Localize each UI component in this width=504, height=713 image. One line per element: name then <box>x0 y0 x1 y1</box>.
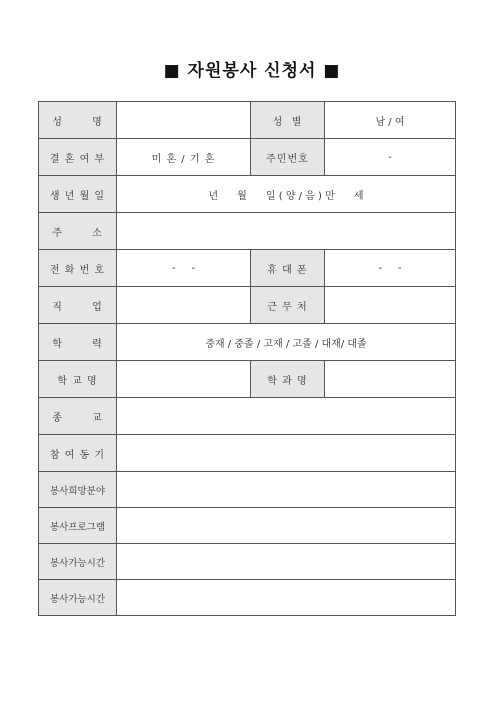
marital-label: 결 혼 여 부 <box>39 139 117 176</box>
application-form-table <box>38 101 456 616</box>
birth-label: 생 년 월 일 <box>39 176 117 213</box>
available-time-field-1[interactable] <box>117 544 456 580</box>
workplace-field[interactable] <box>325 287 456 324</box>
birth-field[interactable]: 년 월 일 ( 양 / 음 ) 만 세 <box>117 176 456 213</box>
phone-field[interactable]: - - <box>117 250 251 287</box>
department-label: 학 과 명 <box>251 361 325 398</box>
motive-label: 참 여 동 기 <box>39 435 117 472</box>
address-field[interactable] <box>117 213 456 250</box>
row-school <box>39 361 456 398</box>
available-time-label-1: 봉사가능시간 <box>39 544 117 580</box>
row-field <box>39 472 456 508</box>
phone-label: 전 화 번 호 <box>39 250 117 287</box>
volunteer-field-input[interactable] <box>117 472 456 508</box>
program-label: 봉사프로그램 <box>39 508 117 544</box>
name-field[interactable] <box>117 102 251 139</box>
row-time-1 <box>39 544 456 580</box>
row-phone <box>39 250 456 287</box>
row-religion <box>39 398 456 435</box>
row-time-2 <box>39 580 456 616</box>
id-number-label: 주민번호 <box>251 139 325 176</box>
religion-label: 종 교 <box>39 398 117 435</box>
marital-field[interactable]: 미 혼 / 기 혼 <box>117 139 251 176</box>
row-job <box>39 287 456 324</box>
row-program <box>39 508 456 544</box>
gender-label: 성 별 <box>251 102 325 139</box>
workplace-label: 근 무 처 <box>251 287 325 324</box>
gender-field[interactable]: 남 / 여 <box>325 102 456 139</box>
name-label: 성 명 <box>39 102 117 139</box>
education-label: 학 력 <box>39 324 117 361</box>
religion-field[interactable] <box>117 398 456 435</box>
program-field[interactable] <box>117 508 456 544</box>
school-label: 학 교 명 <box>39 361 117 398</box>
school-field[interactable] <box>117 361 251 398</box>
row-education <box>39 324 456 361</box>
page-title: ■ 자원봉사 신청서 ■ <box>163 61 341 81</box>
address-label: 주 소 <box>39 213 117 250</box>
row-address <box>39 213 456 250</box>
department-field[interactable] <box>325 361 456 398</box>
job-label: 직 업 <box>39 287 117 324</box>
available-time-field-2[interactable] <box>117 580 456 616</box>
available-time-label-2: 봉사가능시간 <box>39 580 117 616</box>
motive-field[interactable] <box>117 435 456 472</box>
mobile-field[interactable]: - - <box>325 250 456 287</box>
job-field[interactable] <box>117 287 251 324</box>
mobile-label: 휴 대 폰 <box>251 250 325 287</box>
education-field[interactable]: 중재 / 중졸 / 고재 / 고졸 / 대재/ 대졸 <box>117 324 456 361</box>
row-name <box>39 102 456 139</box>
row-marital <box>39 139 456 176</box>
volunteer-field-label: 봉사희망분야 <box>39 472 117 508</box>
row-motive <box>39 435 456 472</box>
row-birth <box>39 176 456 213</box>
id-number-field[interactable]: - <box>325 139 456 176</box>
